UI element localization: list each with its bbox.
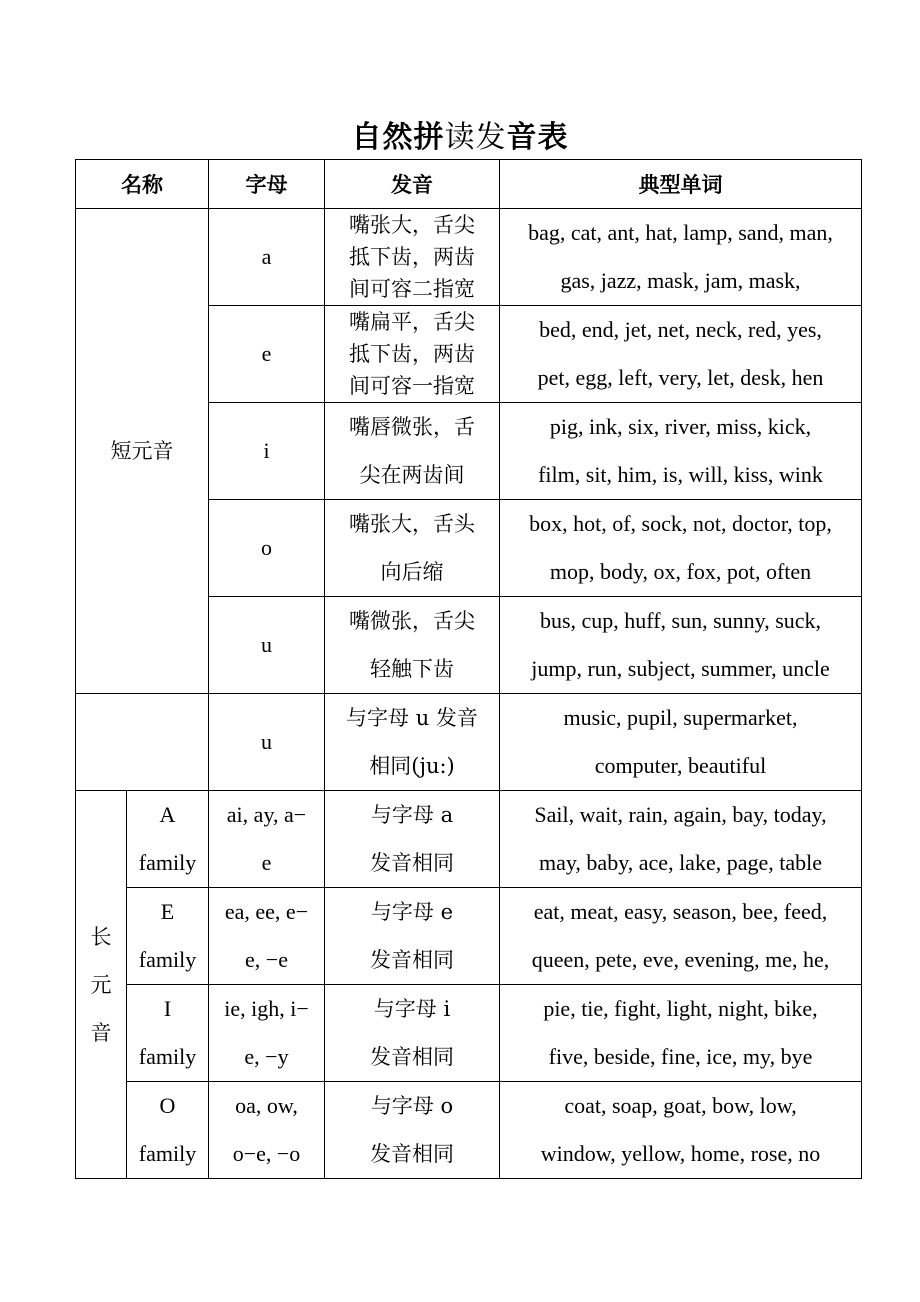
words-cell: bus, cup, huff, sun, sunny, suck, jump, run, subject, summer, uncle xyxy=(500,597,862,694)
letter-cell: u xyxy=(209,597,325,694)
sound-cell: 与字母 e 发音相同 xyxy=(325,888,500,985)
words-cell: coat, soap, goat, bow, low, window, yellow, home, rose, no xyxy=(500,1082,862,1179)
short-vowel-label: 短元音 xyxy=(76,209,209,694)
words-cell: pig, ink, six, river, miss, kick, film, sit, him, is, will, kiss, wink xyxy=(500,403,862,500)
table-row xyxy=(76,791,862,888)
family-cell: O family xyxy=(127,1082,209,1179)
header-letter: 字母 xyxy=(209,160,325,209)
words-cell: bed, end, jet, net, neck, red, yes, pet, egg, left, very, let, desk, hen xyxy=(500,306,862,403)
header-name: 名称 xyxy=(76,160,209,209)
sound-cell: 与字母 a 发音相同 xyxy=(325,791,500,888)
table-row xyxy=(76,888,862,985)
letter-cell: o xyxy=(209,500,325,597)
long-vowel-label: 长 元 音 xyxy=(76,791,127,1179)
letter-cell: i xyxy=(209,403,325,500)
sound-cell: 嘴张大，舌尖 抵下齿，两齿 间可容二指宽 xyxy=(325,209,500,306)
header-sound: 发音 xyxy=(325,160,500,209)
letter-cell: u xyxy=(209,694,325,791)
sound-cell: 嘴扁平，舌尖 抵下齿，两齿 间可容一指宽 xyxy=(325,306,500,403)
table-row xyxy=(76,1082,862,1179)
sound-cell: 与字母 i 发音相同 xyxy=(325,985,500,1082)
sound-cell: 与字母 o 发音相同 xyxy=(325,1082,500,1179)
family-cell: A family xyxy=(127,791,209,888)
letter-cell: oa, ow, o−e, −o xyxy=(209,1082,325,1179)
words-cell: eat, meat, easy, season, bee, feed, queen, pete, eve, evening, me, he, xyxy=(500,888,862,985)
words-cell: Sail, wait, rain, again, bay, today, may, baby, ace, lake, page, table xyxy=(500,791,862,888)
page-title: 自然拼读发音表 xyxy=(351,120,569,155)
letter-cell: ie, igh, i− e, −y xyxy=(209,985,325,1082)
table-row xyxy=(76,694,862,791)
words-cell: box, hot, of, sock, not, doctor, top, mop, body, ox, fox, pot, often xyxy=(500,500,862,597)
family-cell: E family xyxy=(127,888,209,985)
empty-label-cell xyxy=(76,694,209,791)
sound-cell: 嘴微张，舌尖 轻触下齿 xyxy=(325,597,500,694)
sound-cell: 嘴张大，舌头 向后缩 xyxy=(325,500,500,597)
family-cell: I family xyxy=(127,985,209,1082)
words-cell: bag, cat, ant, hat, lamp, sand, man, gas, jazz, mask, jam, mask, xyxy=(500,209,862,306)
letter-cell: ai, ay, a− e xyxy=(209,791,325,888)
words-cell: pie, tie, fight, light, night, bike, five, beside, fine, ice, my, bye xyxy=(500,985,862,1082)
letter-cell: ea, ee, e− e, −e xyxy=(209,888,325,985)
words-cell: music, pupil, supermarket, computer, beautiful xyxy=(500,694,862,791)
sound-cell: 嘴唇微张，舌 尖在两齿间 xyxy=(325,403,500,500)
header-row xyxy=(76,160,862,209)
sound-cell: 与字母 u 发音 相同(ju:) xyxy=(325,694,500,791)
letter-cell: a xyxy=(209,209,325,306)
letter-cell: e xyxy=(209,306,325,403)
header-words: 典型单词 xyxy=(500,160,862,209)
table-row xyxy=(76,209,862,306)
phonics-table xyxy=(75,159,862,1179)
table-row xyxy=(76,985,862,1082)
